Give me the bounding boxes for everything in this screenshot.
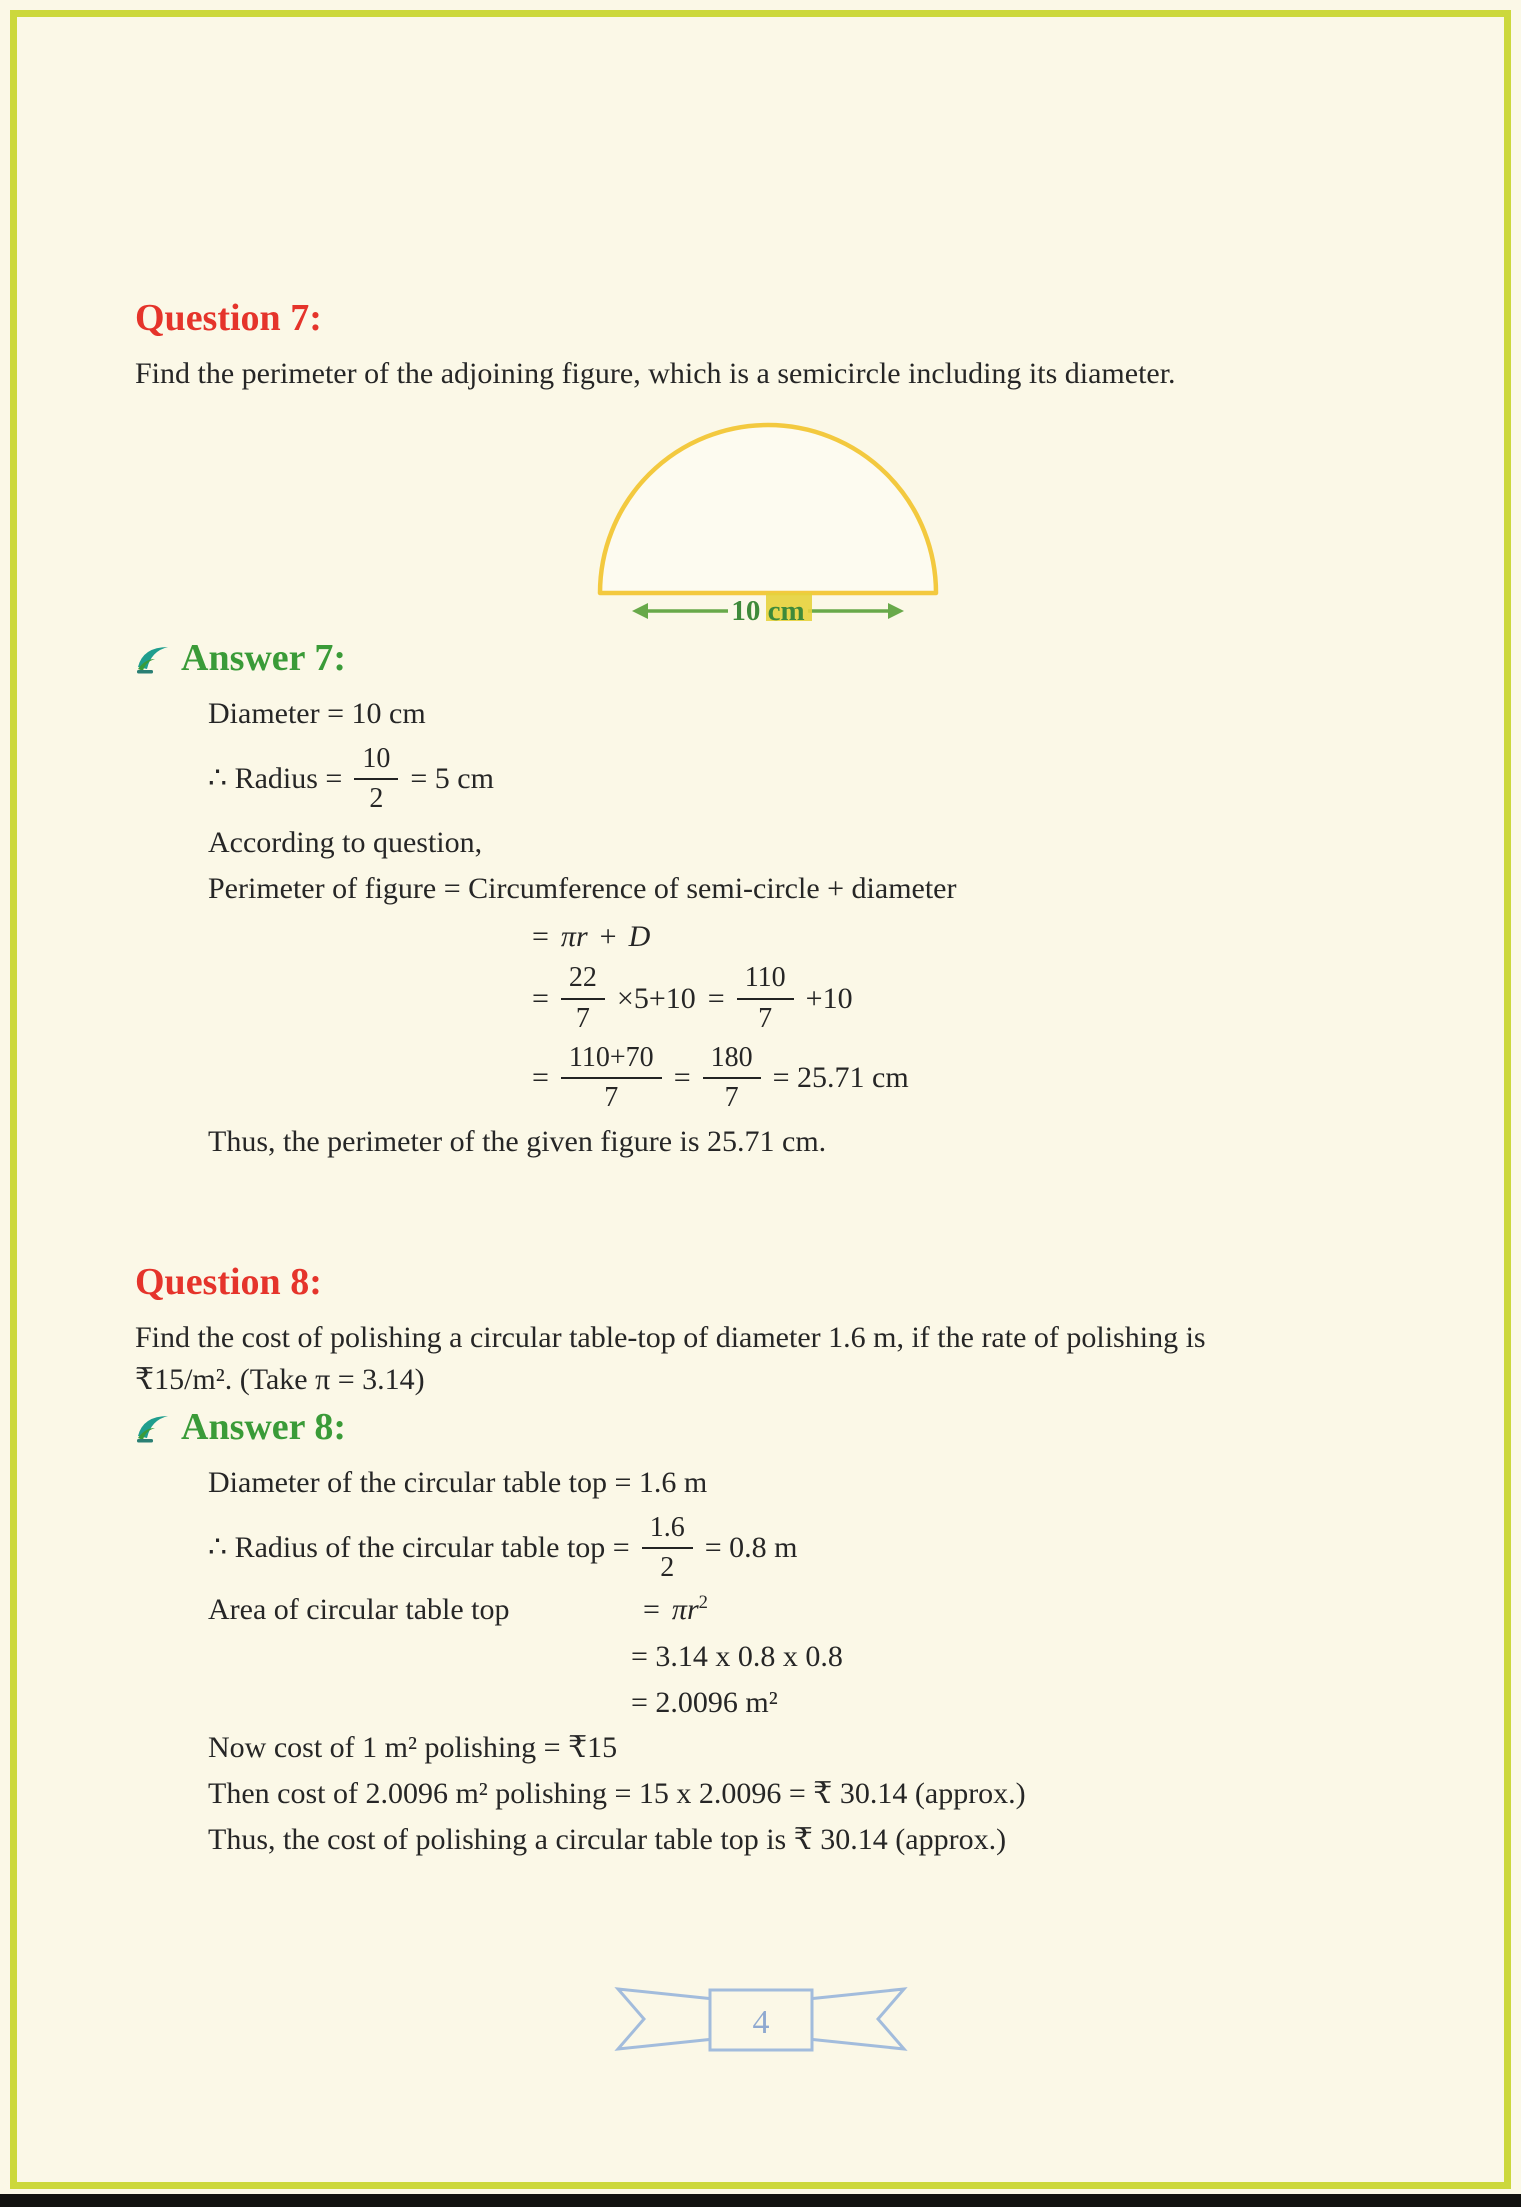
area-label: Area of circular table top: [208, 1593, 510, 1627]
unit-cost-line: Now cost of 1 m² polishing = ₹15: [208, 1731, 618, 1765]
semicircle-figure: [135, 421, 1401, 633]
question-7-heading: Question 7:: [135, 297, 322, 339]
page-number: 4: [752, 2004, 769, 2041]
answer-8-heading-label: Answer 8:: [181, 1406, 347, 1449]
pi-r-term: πr: [560, 919, 588, 953]
fraction: $\frac{10}{2}$: [354, 743, 398, 815]
ribbon-right-tail: [808, 1989, 904, 2049]
answer-7-heading-label: Answer 7:: [181, 637, 347, 680]
area-formula-row: Area of circular table top = $\pi r^2$: [208, 1591, 1401, 1629]
conclusion-line: Thus, the cost of polishing a circular table top is ₹ 30.14 (approx.): [208, 1823, 1007, 1857]
diameter-line: Diameter of the circular table top = 1.6 m: [208, 1465, 708, 1499]
page-number-ribbon: [606, 1975, 916, 2072]
answer-7-body: [135, 693, 1401, 1164]
area-result-line: = 2.0096 m²: [631, 1685, 778, 1719]
total-cost-line: Then cost of 2.0096 m² polishing = 15 x 2.0096 = ₹ 30.14 (approx.): [208, 1777, 1026, 1811]
pi-r-d-row: = πr + D: [532, 918, 1401, 956]
radius-equation-pre: ∴ Radius =: [208, 762, 343, 796]
ribbon-left-tail: [618, 1989, 714, 2049]
area-substitution-line: = 3.14 x 0.8 x 0.8: [631, 1639, 843, 1673]
conclusion-line: Thus, the perimeter of the given figure is 25.71 cm.: [208, 1125, 827, 1159]
brand-leaf-icon: [135, 1412, 171, 1444]
result-row: = $\frac{110+70}{7}$ = $\frac{180}{7}$ = 25.71 cm: [532, 1041, 909, 1113]
semicircle-figure-svg: [588, 421, 948, 633]
question-8-prompt-line2: ₹15/m². (Take π = 3.14): [135, 1363, 425, 1397]
according-line: According to question,: [208, 826, 483, 860]
question-7-section: [135, 295, 1401, 1164]
radius-equation-row: [208, 1512, 1401, 1584]
answer-7-heading: [135, 635, 1401, 683]
semicircle-shape: [600, 425, 936, 593]
bottom-strip: [0, 2194, 1521, 2207]
question-8-prompt-line1: Find the cost of polishing a circular table-top of diameter 1.6 m, if the rate of polishing is: [135, 1320, 1206, 1354]
brand-leaf-icon: [135, 643, 171, 675]
perimeter-formula-line: Perimeter of figure = Circumference of semi-circle + diameter: [208, 872, 957, 906]
pi-r-squared-term: $\pi r^2$: [671, 1592, 708, 1627]
d-term: D: [628, 919, 651, 953]
radius-equation-post: = 0.8 m: [704, 1531, 798, 1565]
radius-equation-row: [208, 743, 1401, 815]
radius-equation-post: = 5 cm: [410, 762, 494, 796]
dimension-arrow: [632, 593, 904, 627]
question-8-section: [135, 1259, 1401, 1862]
substitution-row: = $\frac{22}{7}$ ×5+10 = $\frac{110}{7}$ +10: [532, 962, 853, 1034]
fraction: $\frac{110+70}{7}$: [561, 1042, 662, 1114]
question-7-prompt: Find the perimeter of the adjoining figure, which is a semicircle including its diameter.: [135, 356, 1176, 390]
fraction: $\frac{1.6}{2}$: [642, 1512, 693, 1584]
radius-equation-pre: ∴ Radius of the circular table top =: [208, 1531, 630, 1565]
answer-8-body: [135, 1462, 1401, 1862]
answer-8-heading: [135, 1404, 1401, 1452]
diameter-line: Diameter = 10 cm: [208, 696, 426, 730]
question-8-heading: Question 8:: [135, 1261, 322, 1304]
fraction: $\frac{110}{7}$: [737, 962, 794, 1034]
fraction: $\frac{180}{7}$: [703, 1042, 761, 1114]
fraction: $\frac{22}{7}$: [561, 962, 605, 1034]
figure-dimension-label: 10 cm: [731, 595, 805, 628]
